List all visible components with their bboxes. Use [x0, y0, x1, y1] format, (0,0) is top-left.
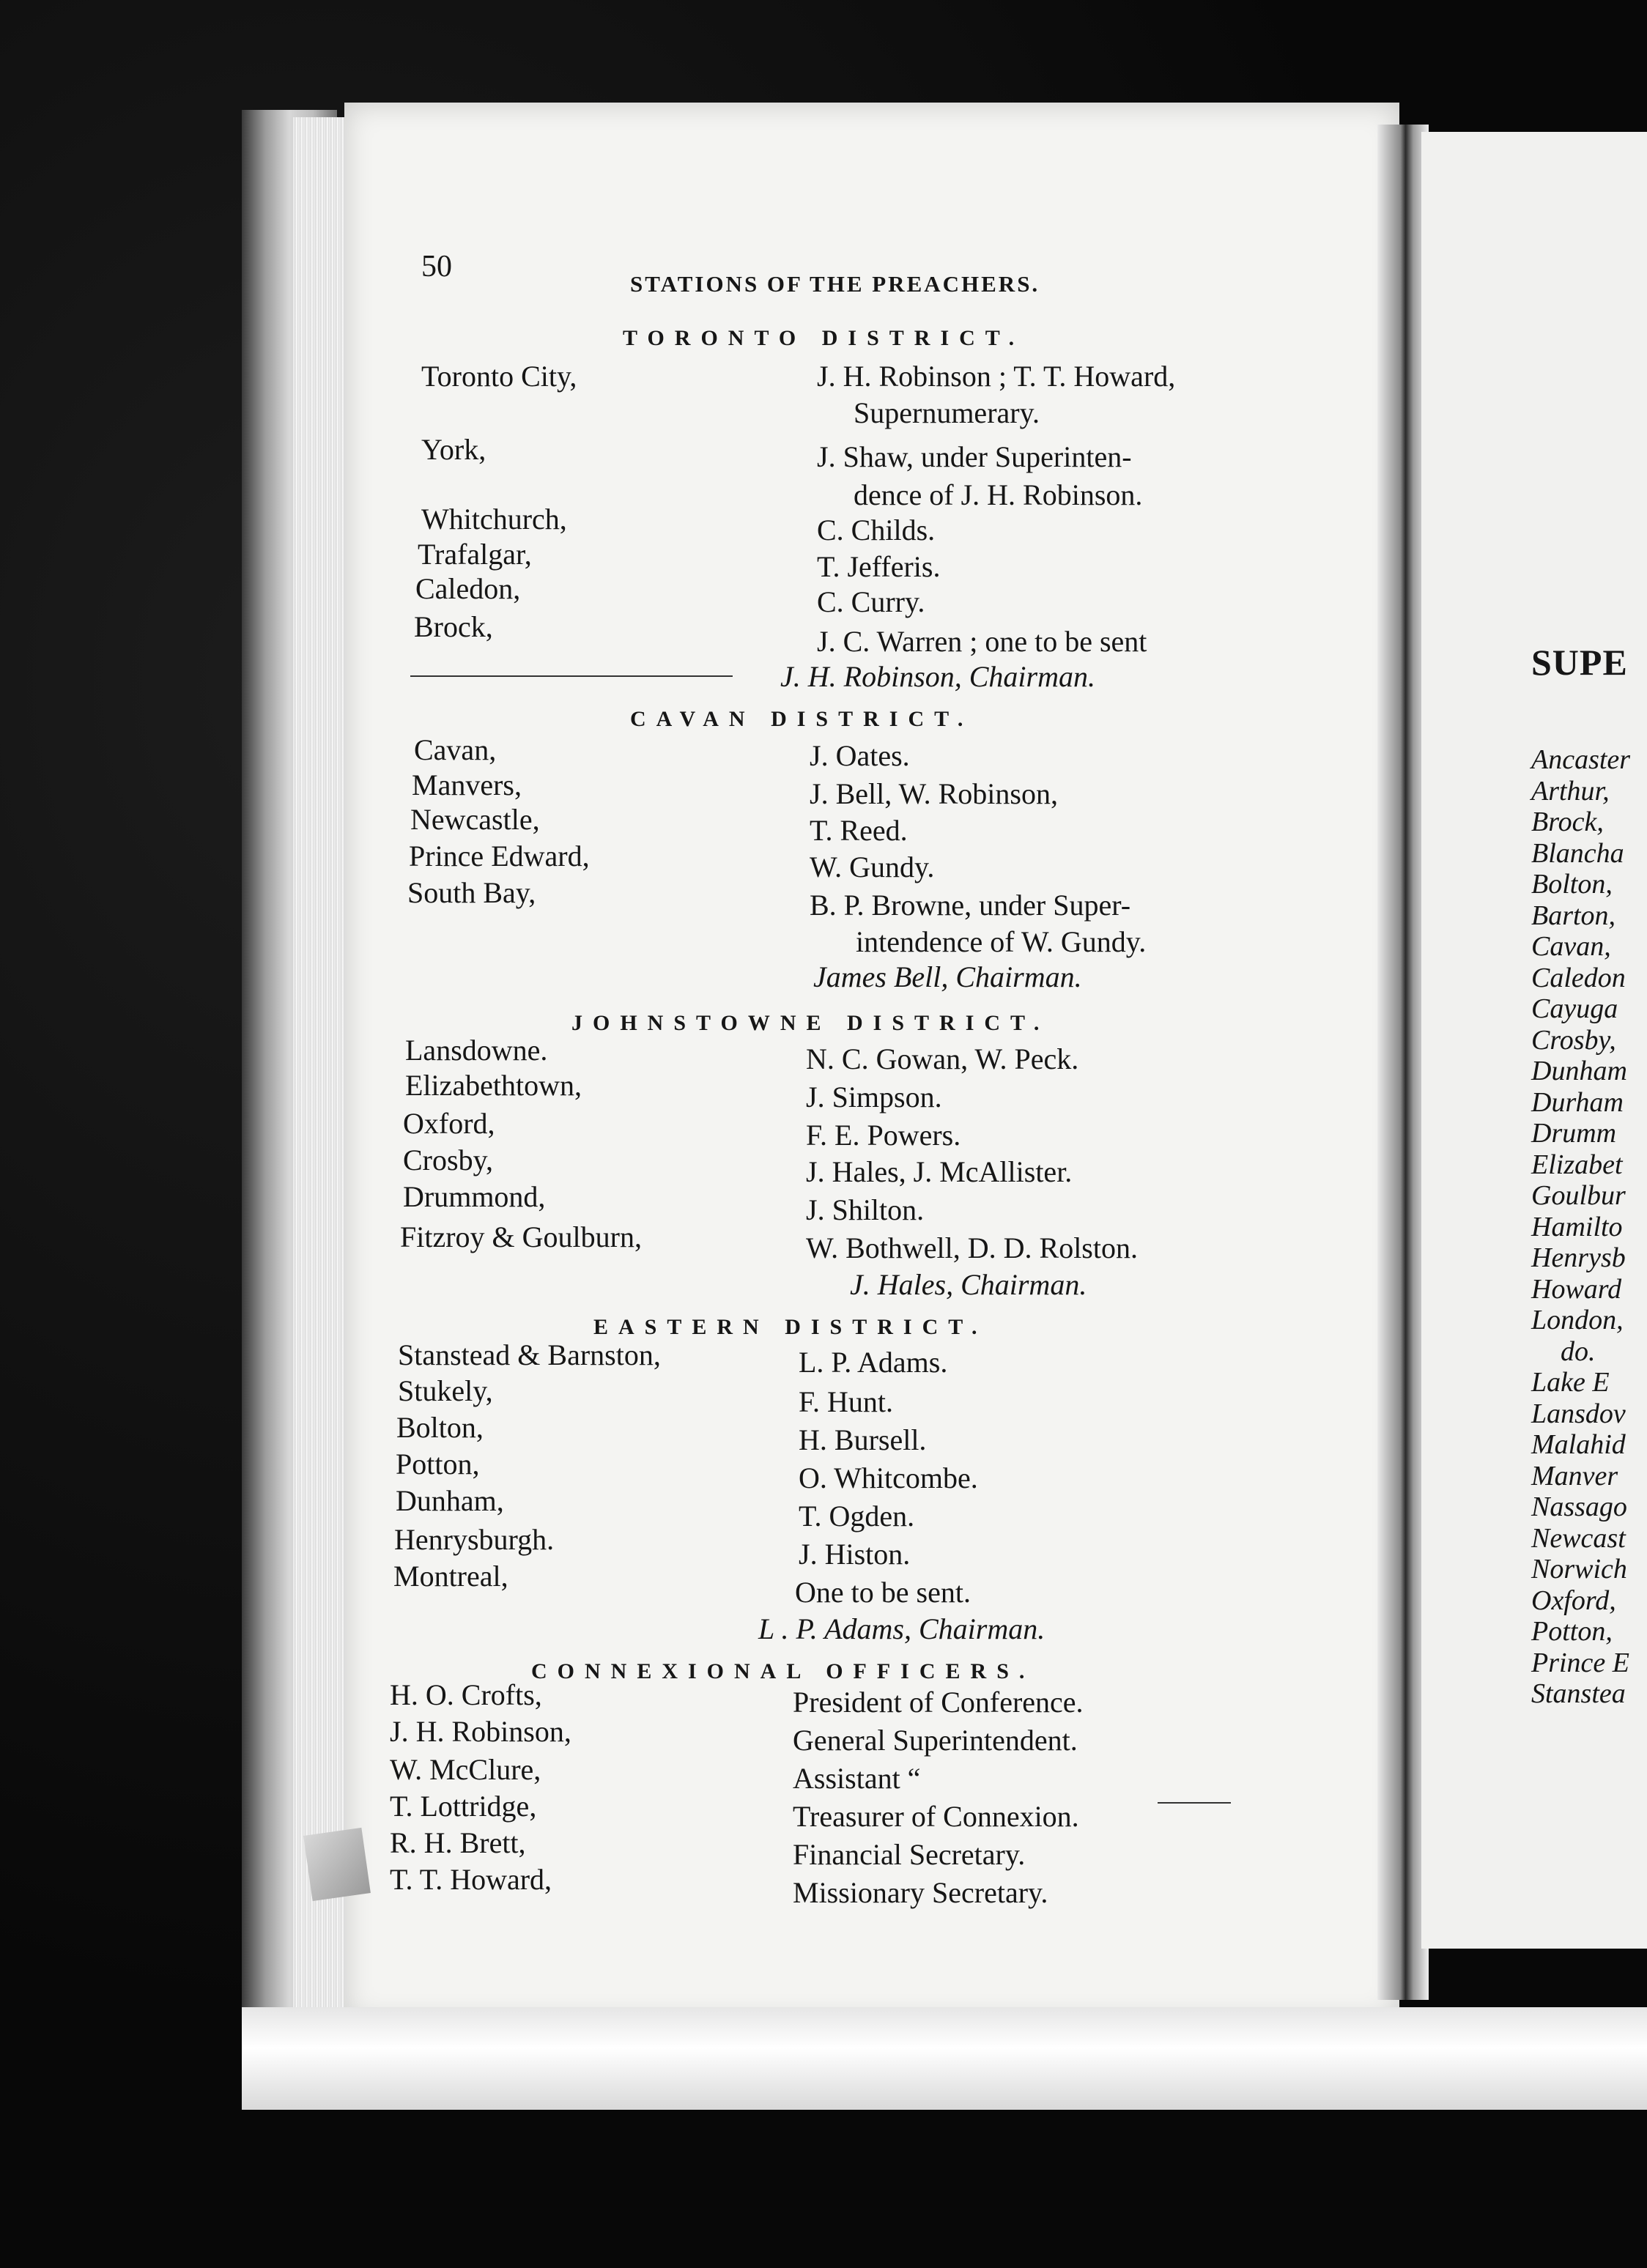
- station-place: Crosby,: [403, 1144, 493, 1176]
- station-preachers: B. P. Browne, under Super-: [810, 889, 1131, 922]
- right-page-entry: Arthur,: [1531, 775, 1610, 807]
- right-page-entry: Prince E: [1531, 1647, 1630, 1678]
- right-page-entry: Elizabet: [1531, 1149, 1623, 1180]
- right-page-entry: Nassago: [1531, 1491, 1627, 1522]
- officer-office: Missionary Secretary.: [793, 1876, 1048, 1909]
- book-cover-bottom: [242, 2007, 1647, 2110]
- officer-name: R. H. Brett,: [390, 1826, 526, 1859]
- officer-office: Treasurer of Connexion.: [793, 1800, 1079, 1833]
- district-heading-connexional-officers: CONNEXIONAL OFFICERS.: [531, 1659, 1035, 1683]
- station-place: Henrysburgh.: [394, 1523, 555, 1556]
- station-preachers: O. Whitcombe.: [799, 1461, 978, 1494]
- officer-office: General Superintendent.: [793, 1724, 1078, 1757]
- right-page-entry: do.: [1561, 1335, 1596, 1367]
- officer-name: J. H. Robinson,: [390, 1715, 571, 1748]
- station-preachers: J. Shilton.: [806, 1193, 925, 1226]
- page-number: 50: [421, 250, 452, 284]
- station-preachers: F. Hunt.: [799, 1385, 894, 1418]
- district-chairman: James Bell, Chairman.: [813, 960, 1082, 993]
- station-place: Lansdowne.: [405, 1034, 548, 1067]
- station-preachers: J. Bell, W. Robinson,: [810, 777, 1058, 810]
- station-place: Caledon,: [415, 572, 521, 605]
- right-page-entry: Dunham: [1531, 1056, 1627, 1086]
- officer-office: Assistant “: [793, 1762, 921, 1795]
- right-page-entry: London,: [1531, 1305, 1624, 1335]
- station-preachers: C. Curry.: [817, 585, 925, 618]
- right-page-entry: Blancha: [1531, 837, 1624, 869]
- page-corner-tab: [303, 1828, 371, 1901]
- station-place: Dunham,: [396, 1484, 504, 1517]
- station-preachers: One to be sent.: [795, 1576, 971, 1609]
- right-page-entry: Cayuga: [1531, 993, 1618, 1024]
- station-place: Potton,: [396, 1448, 480, 1480]
- officer-name: T. Lottridge,: [390, 1790, 537, 1823]
- station-preachers: J. Hales, J. McAllister.: [806, 1155, 1073, 1188]
- district-chairman: J. H. Robinson, Chairman.: [780, 660, 1095, 693]
- officer-name: W. McClure,: [390, 1753, 541, 1786]
- right-page-entry: Lansdov: [1531, 1398, 1626, 1429]
- station-preachers: Supernumerary.: [854, 396, 1040, 429]
- right-page-entry: Howard: [1531, 1273, 1622, 1305]
- right-page-entry: Henrysb: [1531, 1242, 1626, 1273]
- station-preachers: J. Histon.: [799, 1538, 911, 1571]
- station-place: Montreal,: [393, 1560, 508, 1593]
- right-page-entry: Potton,: [1531, 1616, 1613, 1647]
- station-preachers: W. Gundy.: [810, 850, 935, 883]
- station-preachers: T. Reed.: [810, 814, 908, 847]
- right-page-entry: Stanstea: [1531, 1678, 1626, 1709]
- right-page-entry: Crosby,: [1531, 1024, 1616, 1056]
- district-heading-johnstowne: JOHNSTOWNE DISTRICT.: [571, 1011, 1050, 1035]
- officer-name: T. T. Howard,: [390, 1863, 552, 1896]
- district-heading-eastern: EASTERN DISTRICT.: [593, 1315, 988, 1339]
- right-page-entry: Manver: [1531, 1460, 1618, 1491]
- right-page-entry: Barton,: [1531, 900, 1616, 931]
- right-page-entry: Malahid: [1531, 1429, 1626, 1460]
- station-preachers: J. C. Warren ; one to be sent: [817, 625, 1147, 658]
- district-heading-cavan: CAVAN DISTRICT.: [630, 707, 974, 731]
- officer-name: H. O. Crofts,: [390, 1678, 542, 1711]
- station-preachers: J. H. Robinson ; T. T. Howard,: [817, 360, 1176, 393]
- station-place: York,: [421, 433, 486, 466]
- station-preachers: intendence of W. Gundy.: [856, 925, 1147, 958]
- station-place: Trafalgar,: [418, 538, 532, 571]
- right-page-entry: Lake E: [1531, 1367, 1610, 1398]
- divider-rule: [410, 675, 733, 677]
- divider-rule: [1158, 1802, 1231, 1804]
- right-page-entry: Newcast: [1531, 1522, 1626, 1554]
- right-page-entry: Ancaster: [1531, 744, 1631, 775]
- district-heading-toronto: TORONTO DISTRICT.: [623, 326, 1025, 350]
- station-preachers: C. Childs.: [817, 514, 936, 546]
- right-page-entry: Caledon: [1531, 962, 1626, 993]
- station-preachers: J. Simpson.: [806, 1081, 942, 1113]
- station-preachers: F. E. Powers.: [806, 1119, 961, 1152]
- right-page-entry: Durham: [1531, 1086, 1624, 1118]
- station-preachers: T. Ogden.: [799, 1500, 915, 1533]
- officer-office: Financial Secretary.: [793, 1838, 1026, 1871]
- right-page-entry: Bolton,: [1531, 869, 1613, 900]
- right-page-entry: Brock,: [1531, 807, 1604, 837]
- station-preachers: J. Shaw, under Superinten-: [817, 440, 1132, 473]
- station-place: Cavan,: [414, 733, 497, 766]
- right-page-entry: Hamilto: [1531, 1211, 1623, 1242]
- station-preachers: dence of J. H. Robinson.: [854, 478, 1143, 511]
- district-chairman: J. Hales, Chairman.: [850, 1268, 1087, 1301]
- station-preachers: J. Oates.: [810, 739, 910, 772]
- station-preachers: H. Bursell.: [799, 1423, 927, 1456]
- right-page-entry: Cavan,: [1531, 931, 1611, 962]
- station-place: Fitzroy & Goulburn,: [400, 1220, 642, 1253]
- station-place: Newcastle,: [410, 803, 540, 836]
- station-place: Oxford,: [403, 1107, 495, 1140]
- district-chairman: L . P. Adams, Chairman.: [758, 1612, 1045, 1645]
- station-place: Elizabethtown,: [405, 1069, 582, 1102]
- officer-office: President of Conference.: [793, 1686, 1084, 1719]
- station-preachers: T. Jefferis.: [817, 550, 941, 583]
- station-place: Bolton,: [396, 1411, 484, 1444]
- right-page-entry: Goulbur: [1531, 1180, 1626, 1211]
- station-place: Manvers,: [412, 768, 522, 801]
- right-page-entry: Norwich: [1531, 1554, 1627, 1585]
- station-place: Brock,: [414, 610, 493, 643]
- station-preachers: W. Bothwell, D. D. Rolston.: [806, 1231, 1138, 1264]
- station-preachers: N. C. Gowan, W. Peck.: [806, 1042, 1079, 1075]
- right-page-content: [1421, 132, 1647, 1949]
- station-place: Toronto City,: [421, 360, 577, 393]
- station-place: Stukely,: [398, 1374, 493, 1407]
- right-page-entry: Oxford,: [1531, 1585, 1616, 1616]
- station-place: Stanstead & Barnston,: [398, 1338, 661, 1371]
- page-title: STATIONS OF THE PREACHERS.: [630, 271, 1040, 297]
- station-place: South Bay,: [407, 876, 536, 909]
- right-page-entry: Drumm: [1531, 1118, 1617, 1149]
- station-place: Whitchurch,: [421, 503, 567, 536]
- right-page-heading: SUPE: [1531, 642, 1628, 683]
- station-place: Drummond,: [403, 1180, 546, 1213]
- station-place: Prince Edward,: [409, 840, 590, 872]
- station-preachers: L. P. Adams.: [799, 1346, 948, 1379]
